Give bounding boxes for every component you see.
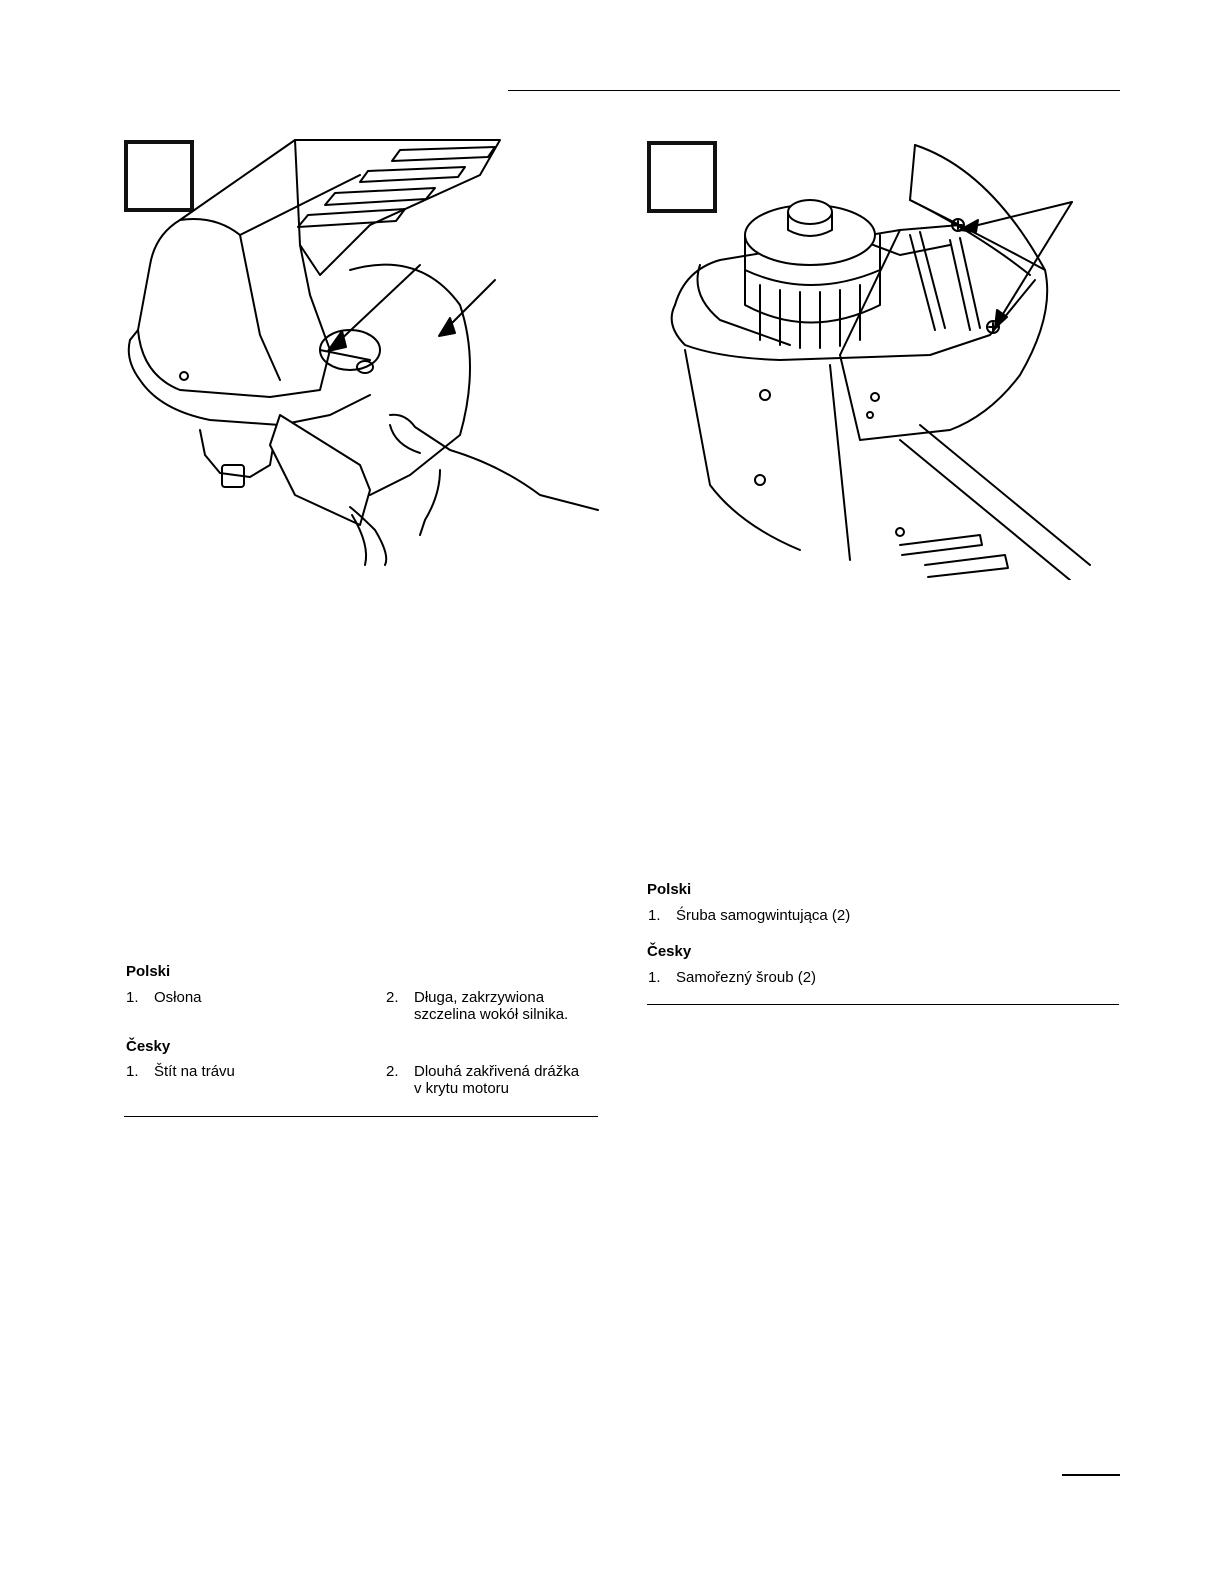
legend-item-text: Samořezný šroub (2) [676, 969, 817, 986]
footer-rule [1062, 1474, 1120, 1476]
legend-item-number: 1. [126, 989, 139, 1006]
legend-rule-right [647, 1004, 1119, 1005]
legend-item-number: 2. [386, 1063, 399, 1080]
legend-item-number: 2. [386, 989, 399, 1006]
legend-item-text: Dlouhá zakřivená drážka v krytu motoru [414, 1063, 580, 1097]
legend-language-cesky: Česky [126, 1038, 171, 1055]
legend-item-number: 1. [648, 969, 661, 986]
grass-shield-installation-illustration [120, 135, 610, 575]
legend-language-polski: Polski [126, 963, 171, 980]
shield-screws-illustration [660, 140, 1100, 580]
legend-item-text: Osłona [154, 989, 202, 1006]
legend-rule-left [124, 1116, 598, 1117]
legend-item-number: 1. [648, 907, 661, 924]
legend-language-cesky: Česky [647, 943, 692, 960]
legend-item-number: 1. [126, 1063, 139, 1080]
header-rule [508, 90, 1120, 91]
legend-item-text: Śruba samogwintująca (2) [676, 907, 851, 924]
legend-language-polski: Polski [647, 881, 692, 898]
legend-item-text: Długa, zakrzywiona szczelina wokół silnika. [414, 989, 569, 1023]
legend-item-text: Štít na trávu [154, 1063, 235, 1080]
